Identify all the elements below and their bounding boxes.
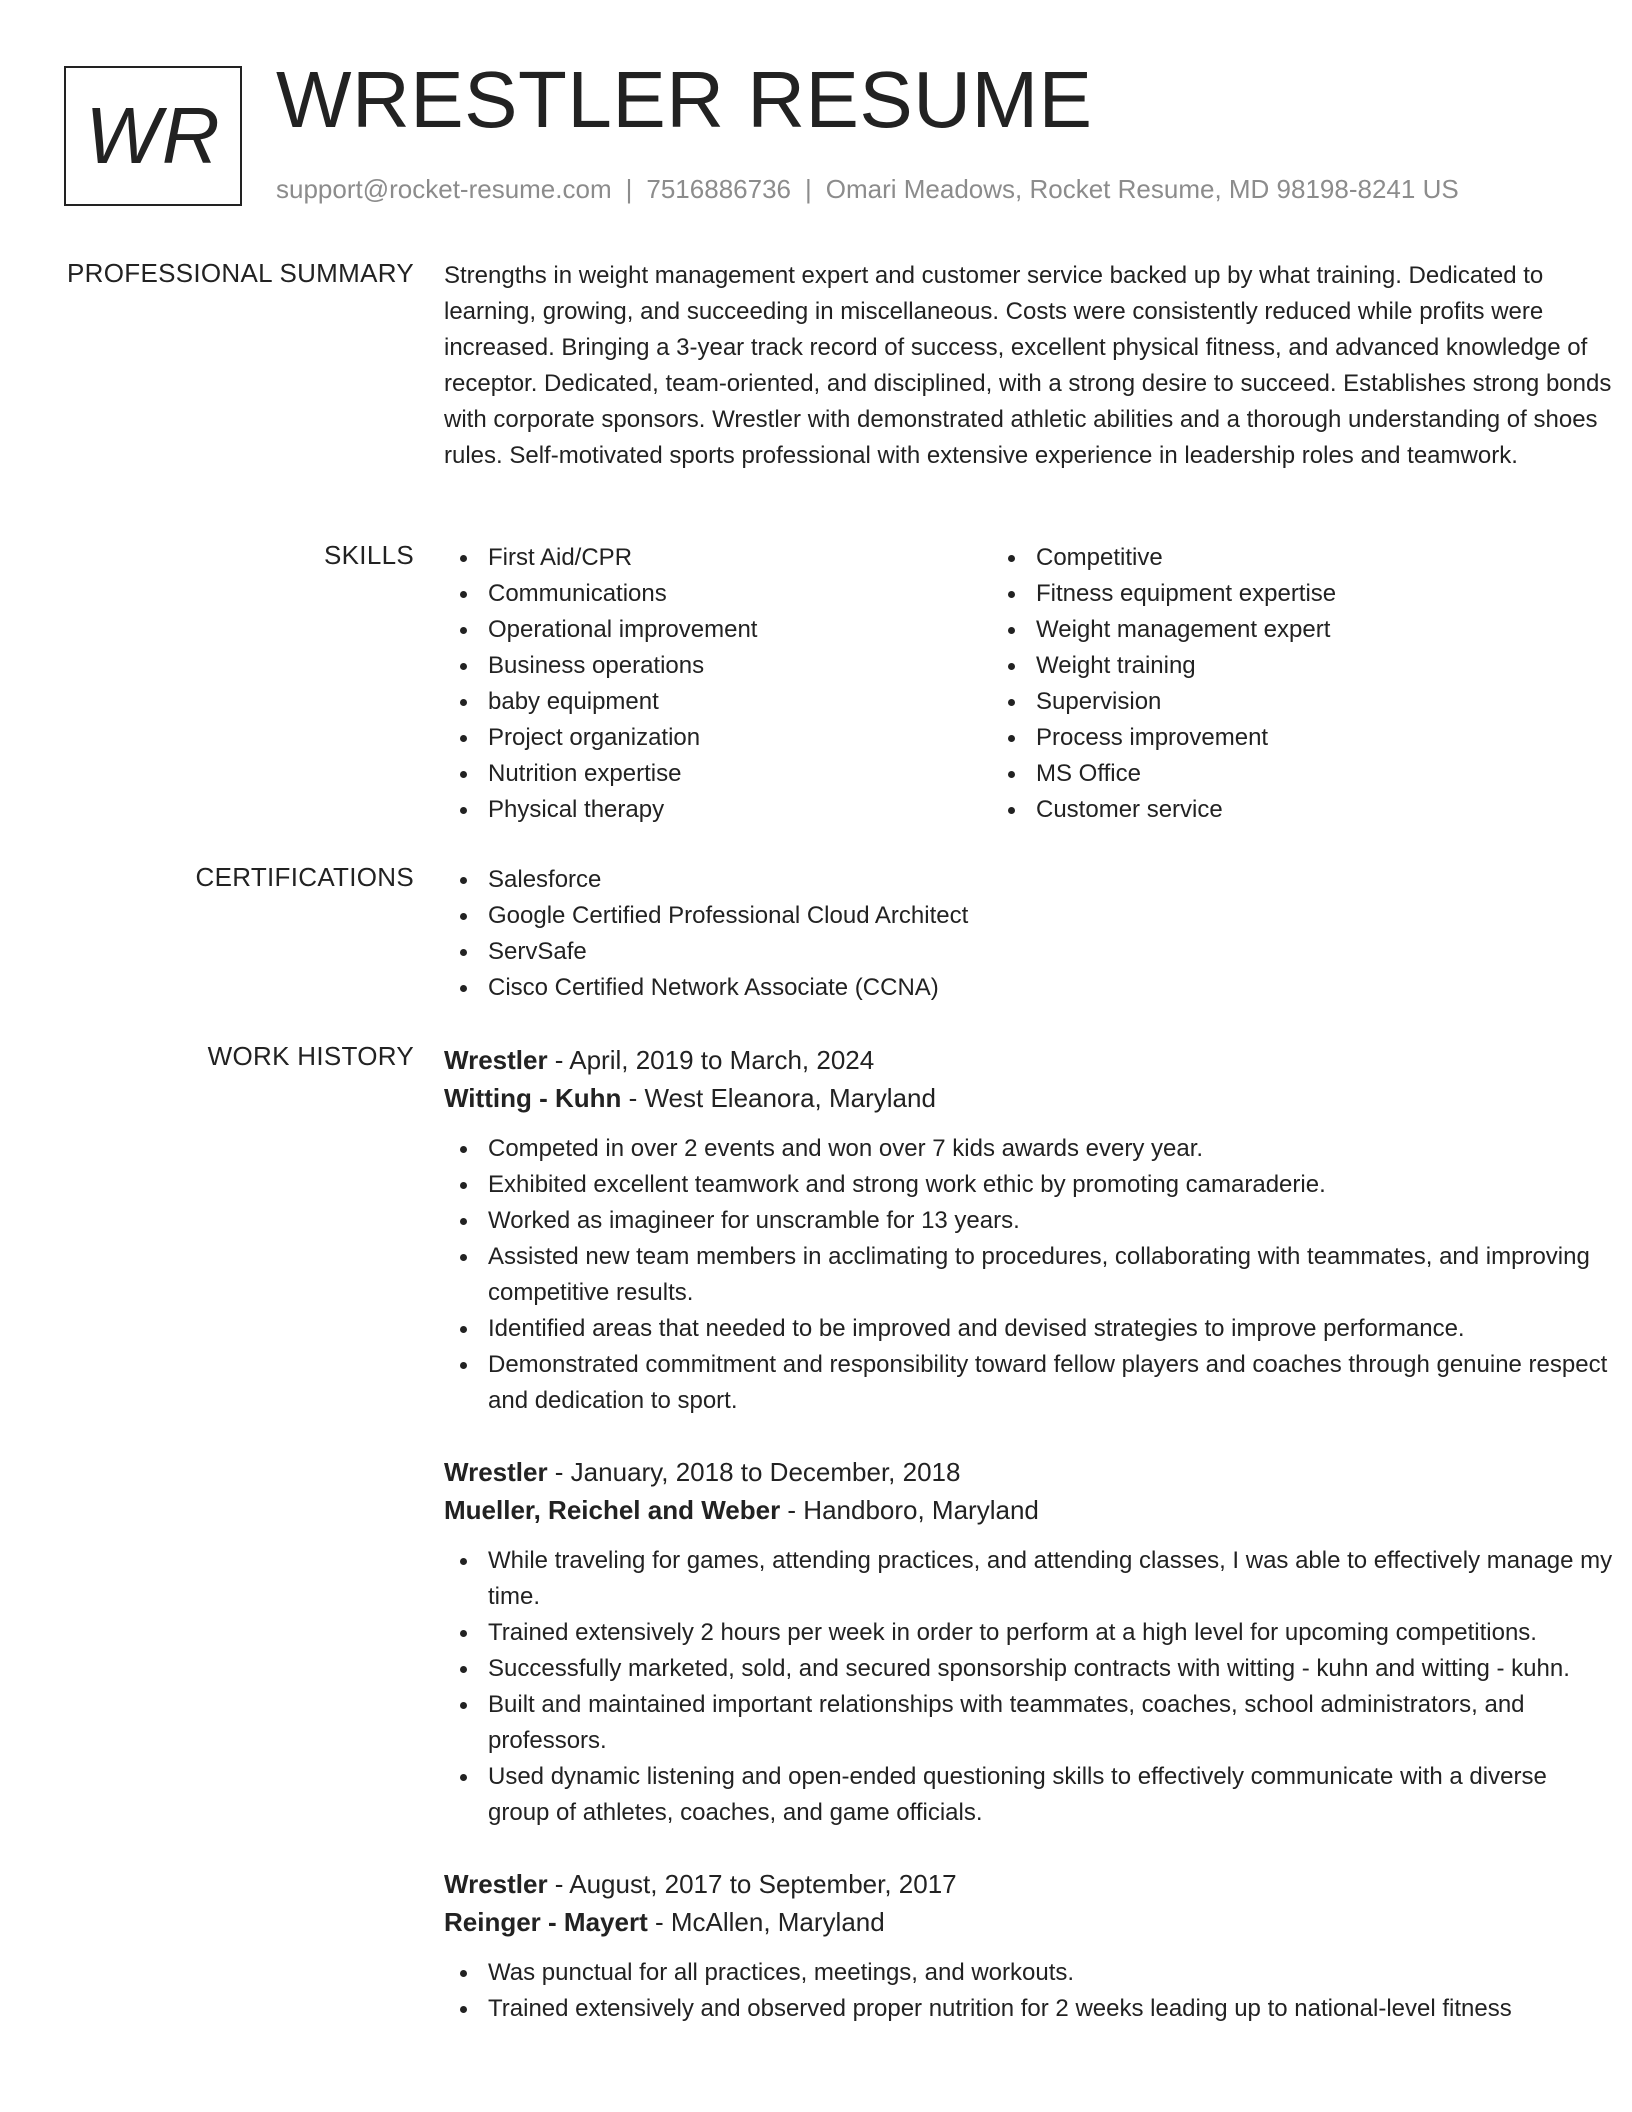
skill-item: First Aid/CPR [444,540,992,576]
job-company: Reinger - Mayert [444,1907,648,1937]
contact-email[interactable]: support@rocket-resume.com [276,174,612,204]
contact-line [276,174,1459,205]
section-label-work-history: WORK HISTORY [207,1041,414,1071]
resume-name: WRESTLER RESUME [276,55,1093,144]
job-title-line [444,1041,1614,1079]
skill-item: Weight training [992,648,1540,684]
section-label-summary: PROFESSIONAL SUMMARY [67,258,414,288]
job-dates: - January, 2018 to December, 2018 [547,1457,961,1487]
skills-list-left [444,540,992,828]
job-title-line [444,1865,1614,1903]
skills-body [444,540,1614,828]
skill-item: Nutrition expertise [444,756,992,792]
job-bullets [444,1131,1614,1419]
contact-separator: | [805,174,812,204]
skill-item: Fitness equipment expertise [992,576,1540,612]
skill-item: Business operations [444,648,992,684]
job-title: Wrestler [444,1045,548,1075]
summary-body [444,258,1614,474]
certifications-body [444,862,1614,1006]
job-bullets [444,1543,1614,1831]
skill-item: Weight management expert [992,612,1540,648]
monogram-logo: WR [64,66,242,206]
job-bullet: Competed in over 2 events and won over 7 kids awards every year. [444,1131,1614,1167]
job-bullet: Worked as imagineer for unscramble for 13 years. [444,1203,1614,1239]
job-company-line [444,1903,1614,1941]
certification-item: Cisco Certified Network Associate (CCNA) [444,970,1614,1006]
job-company-line [444,1079,1614,1117]
certification-item: Salesforce [444,862,1614,898]
section-label-certifications: CERTIFICATIONS [195,862,414,892]
contact-separator: | [625,174,633,204]
job-bullets [444,1955,1614,2027]
certification-item: Google Certified Professional Cloud Architect [444,898,1614,934]
certifications-list [444,862,1614,1006]
skill-item: Competitive [992,540,1540,576]
job-location: - West Eleanora, Maryland [621,1083,936,1113]
job-bullet: Exhibited excellent teamwork and strong work ethic by promoting camaraderie. [444,1167,1614,1203]
job-location: - McAllen, Maryland [647,1907,885,1937]
work-history-body [444,1041,1614,2061]
job-bullet: While traveling for games, attending practices, and attending classes, I was able to effectively manage my time. [444,1543,1614,1615]
job-bullet: Trained extensively and observed proper nutrition for 2 weeks leading up to national-level fitness [444,1991,1614,2027]
job-entry [444,1041,1614,1419]
job-dates: - August, 2017 to September, 2017 [547,1869,957,1899]
job-bullet: Built and maintained important relationships with teammates, coaches, school administrators, and professors. [444,1687,1614,1759]
job-bullet: Identified areas that needed to be improved and devised strategies to improve performance. [444,1311,1614,1347]
skill-item: MS Office [992,756,1540,792]
job-company: Mueller, Reichel and Weber [444,1495,781,1525]
job-bullet: Successfully marketed, sold, and secured sponsorship contracts with witting - kuhn and witting - kuhn. [444,1651,1614,1687]
section-label-skills: SKILLS [324,540,414,570]
skills-list-right [992,540,1540,828]
certification-item: ServSafe [444,934,1614,970]
skill-item: baby equipment [444,684,992,720]
skill-item: Project organization [444,720,992,756]
job-bullet: Demonstrated commitment and responsibility toward fellow players and coaches through genuine respect and dedication to sport. [444,1347,1614,1419]
contact-address: Omari Meadows, Rocket Resume, MD 98198-8241 US [825,174,1459,204]
skill-item: Supervision [992,684,1540,720]
skill-item: Customer service [992,792,1540,828]
job-bullet: Used dynamic listening and open-ended questioning skills to effectively communicate with a diverse group of athletes, coaches, and game officials. [444,1759,1614,1831]
job-bullet: Assisted new team members in acclimating to procedures, collaborating with teammates, and improving competitive results. [444,1239,1614,1311]
skill-item: Process improvement [992,720,1540,756]
skill-item: Physical therapy [444,792,992,828]
job-bullet: Was punctual for all practices, meetings, and workouts. [444,1955,1614,1991]
job-bullet: Trained extensively 2 hours per week in order to perform at a high level for upcoming competitions. [444,1615,1614,1651]
job-entry [444,1453,1614,1831]
skill-item: Communications [444,576,992,612]
job-location: - Handboro, Maryland [780,1495,1039,1525]
job-entry [444,1865,1614,2027]
job-company-line [444,1491,1614,1529]
job-title: Wrestler [444,1457,548,1487]
job-company: Witting - Kuhn [444,1083,622,1113]
summary-text: Strengths in weight management expert and customer service backed up by what training. Dedicated to learning, growing, and succeeding in miscellaneous. Costs were consistently reduced while profits were increased. Bringing a 3-year track record of success, excellent physical fitness, and advanced knowledge of receptor. Dedicated, team-oriented, and disciplined, with a strong desire to succeed. Establishes strong bonds with corporate sponsors. Wrestler with demonstrated athletic abilities and a thorough understanding of shoes rules. Self-motivated sports professional with extensive experience in leadership roles and teamwork. [444,262,1612,469]
job-title-line [444,1453,1614,1491]
contact-phone[interactable]: 7516886736 [646,174,791,204]
job-title: Wrestler [444,1869,548,1899]
skill-item: Operational improvement [444,612,992,648]
job-dates: - April, 2019 to March, 2024 [547,1045,875,1075]
